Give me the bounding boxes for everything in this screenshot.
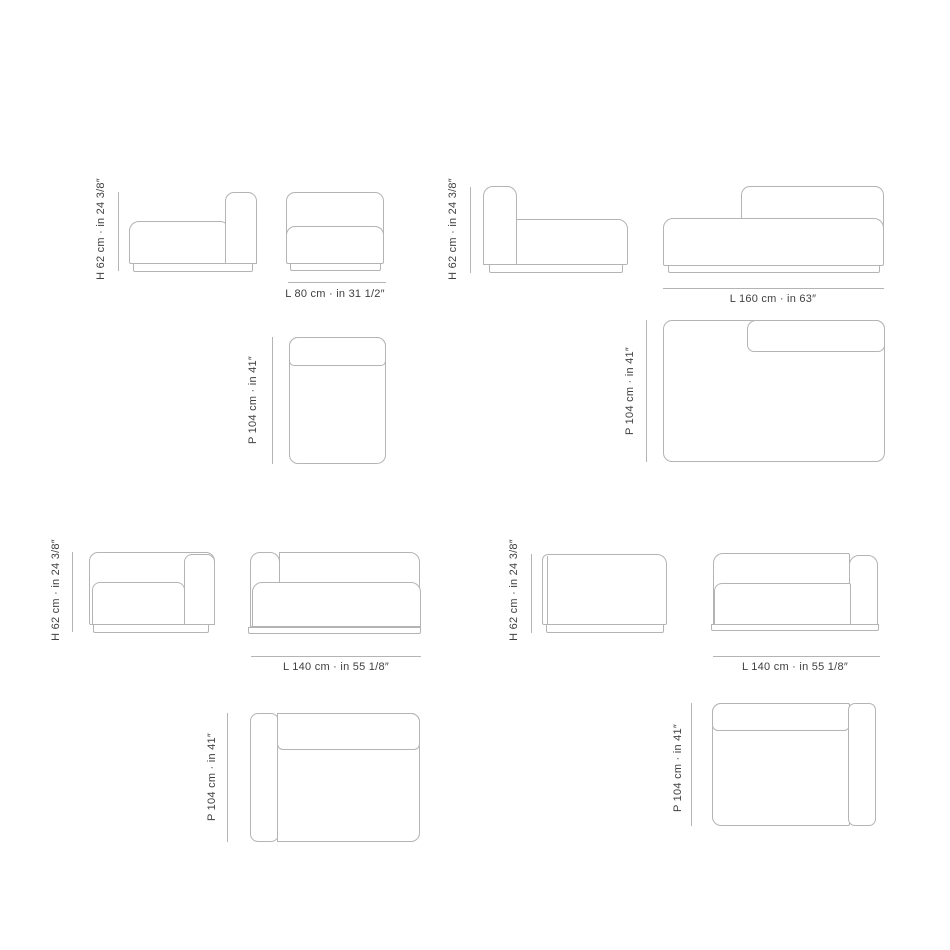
height-dimension-label: H 62 cm · in 24 3/8″ <box>508 539 520 641</box>
length-dimension-label: L 140 cm · in 55 1/8″ <box>742 661 848 673</box>
length-dimension-label: L 140 cm · in 55 1/8″ <box>283 661 389 673</box>
length-dimension-label: L 160 cm · in 63″ <box>729 293 817 305</box>
backrest-outline <box>712 703 850 731</box>
height-dimension-label: H 62 cm · in 24 3/8″ <box>447 178 459 280</box>
length-dimension-label: L 80 cm · in 31 1/2″ <box>285 288 385 300</box>
depth-dimension-label: P 104 cm · in 41″ <box>672 723 684 813</box>
height-dimension-label: H 62 cm · in 24 3/8″ <box>50 539 62 641</box>
height-dimension-label: H 62 cm · in 24 3/8″ <box>95 178 107 280</box>
depth-dimension-label: P 104 cm · in 41″ <box>624 346 636 436</box>
depth-dimension-line <box>691 703 692 826</box>
depth-dimension-label: P 104 cm · in 41″ <box>206 732 218 822</box>
armrest-outline <box>848 703 876 826</box>
depth-dimension-label: P 104 cm · in 41″ <box>247 355 259 445</box>
